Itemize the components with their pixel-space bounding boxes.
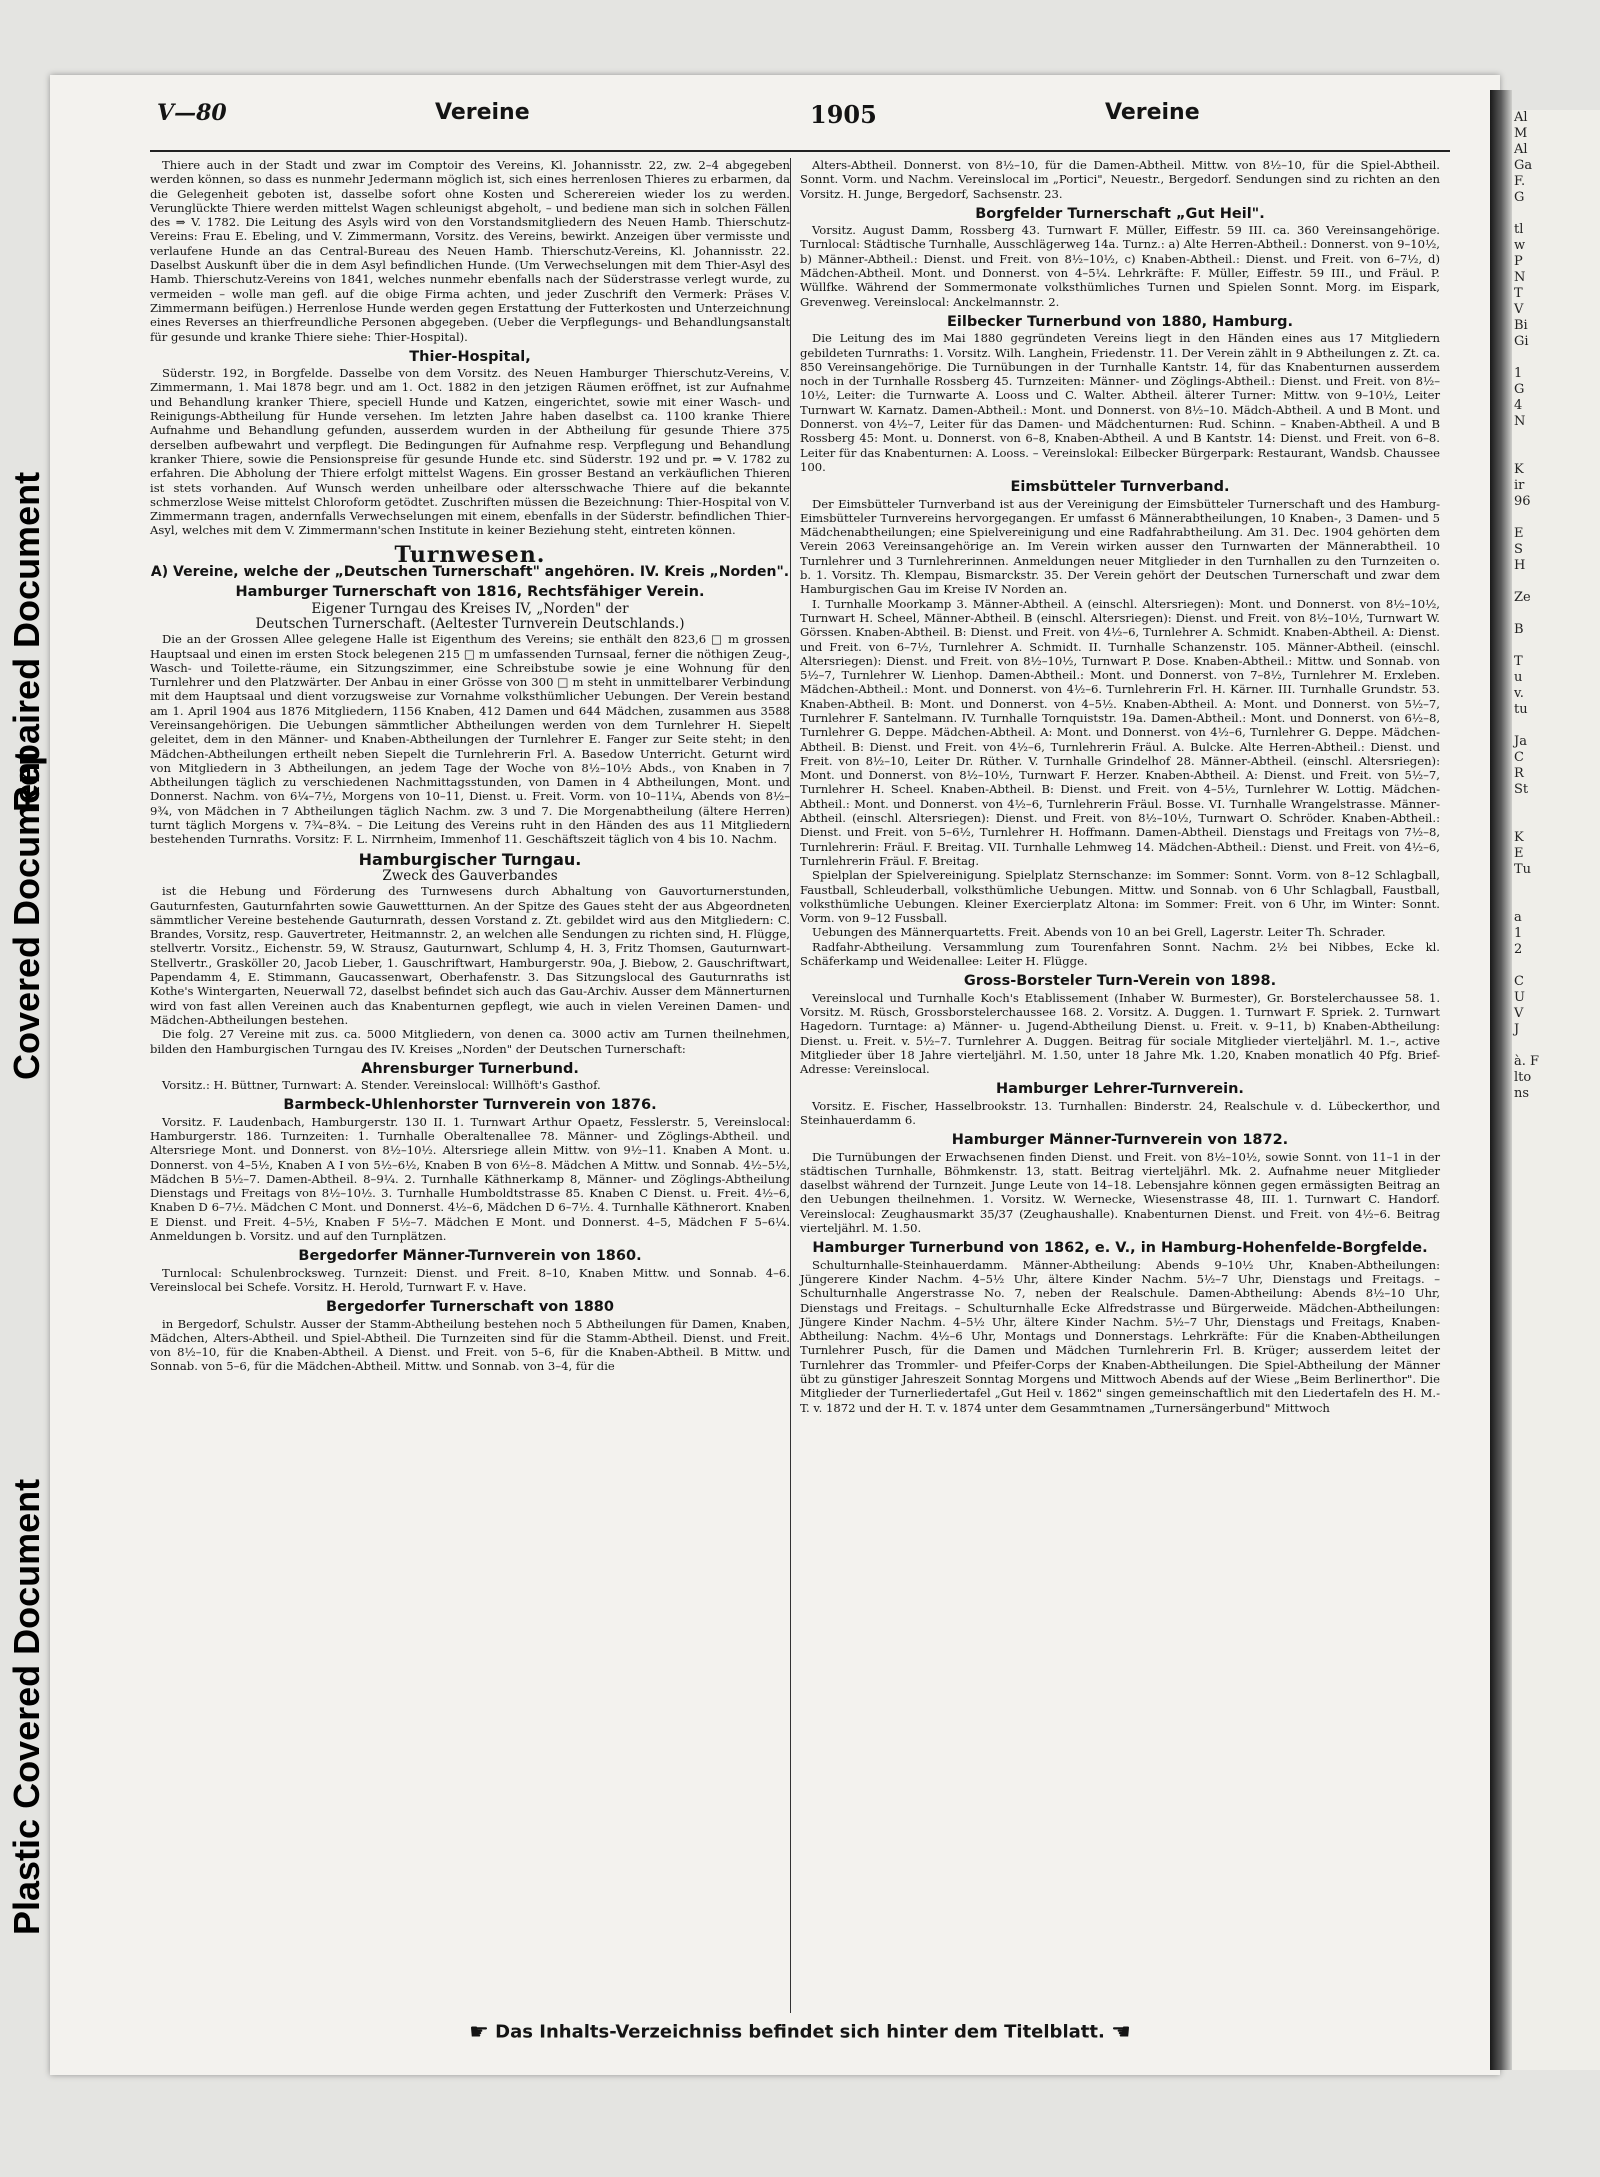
gross-borsteler-heading: Gross-Borsteler Turn-Verein von 1898. bbox=[963, 973, 1277, 990]
next-page-fragment bbox=[1512, 878, 1600, 894]
tb1862-heading: Hamburger Turnerbund von 1862, e. V., in Hamburg-Hohenfelde-Borgfelde. bbox=[812, 1240, 1428, 1257]
header-title-right: Vereine bbox=[1105, 100, 1200, 125]
next-page-fragment: u bbox=[1514, 670, 1523, 685]
next-page-fragment bbox=[1512, 718, 1600, 734]
next-page-fragment: Gi bbox=[1514, 334, 1529, 349]
next-page-fragment: G bbox=[1514, 382, 1525, 397]
eimsbuettel-radfahr: Radfahr-Abtheilung. Versammlung zum Tourenfahren Sonnt. Nachm. 2½ bei Nibbes, Ecke kl. Schäferkamp und Weidenallee: Leiter H. Flügge. bbox=[800, 939, 1440, 969]
next-page-fragment: lto bbox=[1514, 1070, 1532, 1085]
next-page-fragment bbox=[1512, 814, 1600, 830]
next-page-fragment: S bbox=[1514, 542, 1523, 557]
next-page-fragment: Al bbox=[1514, 142, 1528, 157]
next-page-fragment: 1 bbox=[1514, 926, 1523, 941]
next-page-fragment: tl bbox=[1514, 222, 1524, 237]
next-page-fragment bbox=[1512, 606, 1600, 622]
next-page-fragment: R bbox=[1514, 766, 1524, 781]
next-page-fragment: F. bbox=[1514, 174, 1526, 189]
hts1816-subtitle-2: Deutschen Turnerschaft. (Aeltester Turnverein Deutschlands.) bbox=[255, 615, 685, 632]
next-page-fragment: ir bbox=[1514, 478, 1525, 493]
next-page-fragment: St bbox=[1514, 782, 1529, 797]
next-page-fragment: N bbox=[1514, 414, 1526, 429]
next-page-fragment: Ze bbox=[1514, 590, 1531, 605]
barmbeck-heading: Barmbeck-Uhlenhorster Turnverein von 1876. bbox=[283, 1097, 657, 1114]
asylum-intro: Thiere auch in der Stadt und zwar im Comptoir des Vereins, Kl. Johannisstr. 22, zw. 2–4 abgegeben werden können, so dass es nunmehr Jedermann möglich ist, sich eines herrenlosen Thieres zu erbarmen, da die Gelegenheit geboten ist, dasselbe sofort ohne Kosten und Scherereien wieder los zu werden. Verunglückte Thiere werden mittelst Wagen schleunigst abgeholt, – und bediene man sich in solchen Fällen des ⇒ V. 1782. Die Leitung des Asyls wird von den Vorstandsmitgliedern des Neuen Hamb. Thierschutz-Vereins: Frau E. Ebeling, und V. Zimmermann, Vorsitz. des Vereins, bewirkt. Anzeigen über vermisste und verlaufene Hunde an das Central-Bureau des Neuen Hamb. Thierschutz-Vereins, Kl. Johannisstr. 22. Daselbst Auskunft über die in dem Asyl befindlichen Hunde. (Um Verwechselungen mit dem Thier-Asyl des Hamb. Thierschutz-Vereins von 1841, welches nunmehr ebenfalls nach der Süderstrasse verlegt wurde, zu vermeiden – wolle man gefl. auf die obige Firma achten, und jeder Zuschrift den Vermerk: Präses V. Zimmermann beifügen.) Herrenlose Hunde werden gegen Erstattung der Futterkosten und Unterzeichnung eines Reverses an thierfreundliche Personen abgegeben. (Ueber die Verpflegungs- und Behandlungsanstalt für gesunde und kranke Thiere siehe: Thier-Hospital). bbox=[150, 158, 790, 344]
next-page-fragment: E bbox=[1514, 526, 1524, 541]
column-divider bbox=[790, 158, 791, 2013]
eimsbuettel-heading: Eimsbütteler Turnverband. bbox=[1010, 479, 1230, 496]
next-page-fragment bbox=[1512, 430, 1600, 446]
next-page-fragment bbox=[1512, 510, 1600, 526]
next-page-fragment bbox=[1512, 894, 1600, 910]
lehrer-heading: Hamburger Lehrer-Turnverein. bbox=[996, 1081, 1244, 1098]
bergedorf-ts-continued: Alters-Abtheil. Donnerst. von 8½–10, für die Damen-Abtheil. Mittw. von 8½–10, für die Spiel-Abtheil. Sonnt. Vorm. und Nachm. Vereinslocal im „Portici", Neuestr., Bergedorf. Sendungen sind zu richten an den Vorsitz. H. Junge, Bergedorf, Sachsenstr. 23. bbox=[800, 158, 1440, 201]
thier-hospital-heading: Thier-Hospital, bbox=[409, 348, 531, 365]
next-page-fragment bbox=[1512, 350, 1600, 366]
next-page-fragment: 4 bbox=[1514, 398, 1523, 413]
ahrensburger-heading: Ahrensburger Turnerbund. bbox=[361, 1060, 579, 1077]
next-page-fragment: N bbox=[1514, 270, 1526, 285]
turngau-text-2: Die folg. 27 Vereine mit zus. ca. 5000 Mitgliedern, von denen ca. 3000 activ am Turnen theilnehmen, bilden den Hamburgischen Turngau des IV. Kreises „Norden" der Deutschen Turnerschaft: bbox=[150, 1027, 790, 1056]
next-page-fragment: V bbox=[1514, 302, 1524, 317]
next-page-fragment: Ja bbox=[1514, 734, 1527, 749]
turngau-subtitle: Zweck des Gauverbandes bbox=[382, 867, 558, 884]
next-page-fragment: K bbox=[1514, 462, 1524, 477]
section-a-heading: A) Vereine, welche der „Deutschen Turnerschaft" angehören. IV. Kreis „Norden". bbox=[150, 564, 790, 581]
hts1816-subtitle-1: Eigener Turngau des Kreises IV, „Norden" der bbox=[311, 600, 629, 617]
tb1862-text: Schulturnhalle-Steinhauerdamm. Männer-Abtheilung: Abends 9–10½ Uhr, Knaben-Abtheilungen: Jüngerere Kinder Nachm. 4–5½ Uhr, ältere Kinder Nachm. 5½–7 Uhr, Dienstags und Freitags. – Schulturnhalle Angerstrasse No. 7, neben der Realschule. Damen-Abtheilung: Abends 8½–10 Uhr, Dienstags und Freitags. – Schulturnhalle Ecke Alfredstrasse und Bürgerweide. Mädchen-Abtheilungen: Jüngere Kinder Nachm. 4–5½ Uhr, ältere Kinder Nachm. 5½–7 Uhr, Dienstags und Freitags, Knaben-Abtheilung: Nachm. 4½–6 Uhr, Montags und Donnerstags. Lehrkräfte: Für die Knaben-Abtheilungen Turnlehrer Pusch, für die Damen und Mädchen Turnlehrerin Frl. B. Krüger; ausserdem leitet der Turnlehrer das Trommler- und Pfeifer-Corps der Knaben-Abtheilungen. Die Spiel-Abtheilung der Männer übt zu günstiger Jahreszeit Sonntag Morgens und Mittwoch Abends auf der Wiese „Beim Berlinerthor". Die Mitglieder der Turnerliedertafel „Gut Heil v. 1862" singen gemeinschaftlich mit den Liedertafeln des H. M.-T. v. 1872 und der H. T. v. 1874 unter dem Gesammtnamen „Turnersängerbund" Mittwoch bbox=[800, 1257, 1440, 1415]
next-page-fragment: v. bbox=[1514, 686, 1524, 701]
next-page-fragment: H bbox=[1514, 558, 1526, 573]
next-page-fragment: K bbox=[1514, 830, 1524, 845]
pointing-hand-left-icon: ☚ bbox=[1111, 2020, 1131, 2045]
next-page-fragment: 1 bbox=[1514, 366, 1523, 381]
next-page-fragment: V bbox=[1514, 1006, 1524, 1021]
next-page-fragment: tu bbox=[1514, 702, 1528, 717]
page-binding bbox=[1490, 90, 1512, 2070]
next-page-fragment: 2 bbox=[1514, 942, 1523, 957]
next-page-fragment: Bi bbox=[1514, 318, 1528, 333]
next-page-fragment: w bbox=[1514, 238, 1526, 253]
eimsbuettel-text: Der Eimsbütteler Turnverband ist aus der Vereinigung der Eimsbütteler Turnerschaft und des Hamburg-Eimsbütteler Turnvereins hervorgegangen. Er umfasst 6 Männerabtheilungen, 10 Knaben-, 3 Damen- und 5 Mädchenabtheilungen; eine Spielvereinigung und eine Radfahrabtheilung. Am 31. Dec. 1904 gehörten dem Verein 2063 Vereinsangehörige an. Im Verein wirken ausser den Turnwarten der Männerabtheil. 10 Turnlehrer und 3 Turnlehrerinnen. Anmeldungen neuer Mitglieder in den Turnhallen zu den Turnzeiten o. b. 1. Vorsitz. Th. Klempau, Bismarckstr. 35. Der Verein gehört der Deutschen Turnerschaft und zwar dem Hamburgischen Gau im Kreise IV Norden an. bbox=[800, 496, 1440, 597]
next-page-fragment: 96 bbox=[1514, 494, 1531, 509]
next-page-fragment bbox=[1512, 574, 1600, 590]
bergedorf-ts-text: in Bergedorf, Schulstr. Ausser der Stamm-Abtheilung bestehen noch 5 Abtheilungen für Damen, Knaben, Mädchen, Alters-Abtheil. und Spiel-Abtheil. Die Turnzeiten sind für die Stamm-Abtheil. Dienst. und Freit. von 8½–10, für die Knaben-Abtheil. A Dienst. und Freit. von 5–6, für die Knaben-Abtheil. B Mittw. und Sonnab. von 5–6, für die Mädchen-Abtheil. Mittw. und Sonnab. von 3–4, für die bbox=[150, 1316, 790, 1374]
next-page-fragment: J bbox=[1514, 1022, 1520, 1037]
hts1816-text: Die an der Grossen Allee gelegene Halle ist Eigenthum des Vereins; sie enthält den 823,6 □ m grossen Hauptsaal und einen im ersten Stock belegenen 215 □ m umfassenden Turnsaal, ferner die nöthigen Zeug-, Wasch- und Toilette-räume, ein Sitzungszimmer, eine Schreibstube sowie je eine Wohnung für den Turnlehrer und den Platzwärter. Der Anbau in einer Grösse von 300 □ m steht in unmittelbarer Verbindung mit dem Hauptsaal und dient vorzugsweise zur Vornahme volksthümlicher Uebungen. Der Verein bestand am 1. April 1904 aus 1876 Mitgliedern, 1156 Knaben, 412 Damen und 644 Mädchen, zusammen aus 3588 Vereinsangehörigen. Die Uebungen sämmtlicher Abtheilungen werden von dem Turnlehrer H. Siepelt geleitet, dem in den Männer- und Knaben-Abtheilungen der Turnlehrer E. Fanger zur Seite steht; in den Mädchen-Abtheilungen ertheilt neben Siepelt die Turnlehrerin Frl. A. Basedow Unterricht. Geturnt wird von Mitgliedern in 3 Abtheilungen, an jedem Tage der Woche von 8½–10½ Abds., von Knaben in 7 Abtheilungen täglich zu verschiedenen Nachmittagsstunden, von Damen in 4 Abtheilungen, Mont. und Donnerst. Nachm. von 6¼–7½, Morgens von 10–11, Dienst. u. Freit. Vorm. von 10–11¼, Abends von 8½–9¾, von Mädchen in 7 Abtheilungen täglich Nachm. zw. 3 und 7. Die Morgenabtheilung (ältere Herren) turnt täglich Morgens v. 7¾–8¾. – Die Leitung des Vereins ruht in den Händen des aus 11 Mitgliedern bestehenden Turnraths. Vorsitz: F. L. Nirrnheim, Immenhof 11. Geschäftszeit täglich von 4 bis 10. Nachm. bbox=[150, 632, 790, 847]
turngau-heading: Hamburgischer Turngau. bbox=[358, 849, 582, 869]
bergedorf-maenner-text: Turnlocal: Schulenbrocksweg. Turnzeit: Dienst. und Freit. 8–10, Knaben Mittw. und Sonnab. 4–6. Vereinslocal bei Schefe. Vorsitz. H. Herold, Turnwart F. v. Have. bbox=[150, 1265, 790, 1294]
header-year: 1905 bbox=[810, 100, 877, 129]
eimsbuettel-quartett: Uebungen des Männerquartetts. Freit. Abends von 10 an bei Grell, Lagerstr. Leiter Th. Schrader. bbox=[812, 925, 1386, 940]
bergedorf-ts-heading: Bergedorfer Turnerschaft von 1880 bbox=[326, 1299, 614, 1316]
header-title-left: Vereine bbox=[435, 100, 530, 125]
next-page-fragment: T bbox=[1514, 654, 1523, 669]
next-page-edge bbox=[1512, 110, 1600, 2070]
thier-hospital-text: Süderstr. 192, in Borgfelde. Dasselbe von dem Vorsitz. des Neuen Hamburger Thierschutz-Vereins, V. Zimmermann, 1. Mai 1878 begr. und am 1. Oct. 1882 in den jetzigen Räumen eröffnet, ist zur Aufnahme und Behandlung kranker Thiere, speciell Hunde und Katzen, eingerichtet, sowie mit einer Wasch- und Reinigungs-Abtheilung für Hunde versehen. Im letzten Jahre haben daselbst ca. 1100 kranke Thiere Aufnahme und Behandlung gefunden, ausserdem wurden in der Abtheilung für gesunde Thiere 375 derselben aufbewahrt und verpflegt. Die Bedingungen für Aufnahme resp. Verpflegung und Behandlung kranker Thiere, sowie die Pensionspreise für gesunde Hunde etc. sind Süderstr. 192 und pr. ⇒ V. 1782 zu erfahren. Die Abholung der Thiere erfolgt mittelst Wagens. Ein grosser Bestand an verkäuflichen Thieren ist stets vorhanden. Auf Wunsch werden unheilbare oder altersschwache Thiere auf die bekannte schmerzlose Weise mittelst Chloroform getödtet. Zuschriften müssen die Bezeichnung: Thier-Hospital von V. Zimmermann tragen, andernfalls Verwechselungen mit einem, ebenfalls in der Süderstr. befindlichen Thier-Asyl, welches mit dem V. Zimmermann'schen Institute in keiner Beziehung steht, eintreten können. bbox=[150, 366, 790, 538]
ahrensburger-text: Vorsitz.: H. Büttner, Turnwart: A. Stender. Vereinslocal: Willhöft's Gasthof. bbox=[162, 1078, 601, 1093]
barmbeck-text: Vorsitz. F. Laudenbach, Hamburgerstr. 130 II. 1. Turnwart Arthur Opaetz, Fesslerstr. 5, Vereinslocal: Hamburgerstr. 186. Turnzeiten: 1. Turnhalle Oberaltenallee 78. Männer- und Zöglings-Abtheil. und Altersriege Mont. und Donnerst. von 8½–10½. Altersriege allein Mittw. von 9½–11. Knaben A Mont. u. Donnerst. von 4–5½, Knaben A I von 5½–6½, Knaben B von 6½–8. Mädchen A Mittw. und Sonnab. 4½–5½, Mädchen B 5½–7. Damen-Abtheil. 8–9¼. 2. Turnhalle Käthnerkamp 8, Männer- und Zöglings-Abtheilung Dienstags und Freitags von 8½–10½. 3. Turnhalle Humboldtstrasse 85. Knaben C Dienst. u. Freit. 4½–6, Knaben D 6–7½. Mädchen C Mont. und Donnerst. 4½–6, Mädchen D 6–7½. 4. Turnhalle Käthnerort. Knaben E Dienst. und Freit. 4–5½, Knaben F 5½–7. Mädchen E Mont. und Donnerst. 4–5, Mädchen F 5–6¼. Anmeldungen b. Vorsitz. und auf den Turnplätzen. bbox=[150, 1114, 790, 1244]
gross-borsteler-text: Vereinslocal und Turnhalle Koch's Etablissement (Inhaber W. Burmester), Gr. Borstelerchaussee 58. 1. Vorsitz. M. Rüsch, Grossborstelerchaussee 168. 2. Vorsitz. A. Duggen. 1. Turnwart F. Spriek. 2. Turnwart Hagedorn. Turntage: a) Männer- u. Jugend-Abtheilung Dienst. u. Freit. v. 9–11, b) Knaben-Abtheilung: Dienst. u. Freit. v. 5½–7. Turnlehrer A. Duggen. Beitrag für sociale Mitglieder vierteljährl. M. 1.–, active Mitglieder über 18 Jahre vierteljährl. M. 1.50, unter 18 Jahre Mk. 1.20, Knaben monatlich 40 Pfg. Brief-Adresse: Vereinslocal. bbox=[800, 990, 1440, 1077]
page-header bbox=[105, 100, 1455, 140]
next-page-fragment bbox=[1512, 446, 1600, 462]
borgfelder-text: Vorsitz. August Damm, Rossberg 43. Turnwart F. Müller, Eiffestr. 59 III. ca. 360 Vereinsangehörige. Turnlocal: Städtische Turnhalle, Ausschlägerweg 14a. Turnz.: a) Alte Herren-Abtheil.: Donnerst. von 9–10½, b) Männer-Abtheil.: Dienst. und Freit. von 8½–10½, c) Knaben-Abtheil.: Dienst. und Freit. von 6–7½, d) Mädchen-Abtheil. Mont. und Donnerst. von 4–5¼. Lehrkräfte: F. Müller, Eiffestr. 59 III., und Fräul. P. Wüllfke. Während der Sommermonate volksthümliches Turnen und Spielen Sonnt. Morg. im Eispark, Grevenweg. Vereinslocal: Anckelmannstr. 2. bbox=[800, 223, 1440, 309]
next-page-fragment: à. F bbox=[1514, 1054, 1540, 1069]
plastic-covered-document-label bbox=[6, 1825, 48, 1935]
next-page-fragment: ns bbox=[1514, 1086, 1530, 1101]
next-page-fragment: B bbox=[1514, 622, 1524, 637]
next-page-fragment: T bbox=[1514, 286, 1523, 301]
hts1816-heading: Hamburger Turnerschaft von 1816, Rechtsfähiger Verein. bbox=[235, 584, 705, 601]
lehrer-text: Vorsitz. E. Fischer, Hasselbrookstr. 13. Turnhallen: Binderstr. 24, Realschule v. d. Lübeckerthor, und Steinhauerdamm 6. bbox=[800, 1098, 1440, 1127]
next-page-fragment: G bbox=[1514, 190, 1525, 205]
eilbecker-text: Die Leitung des im Mai 1880 gegründeten Vereins liegt in den Händen eines aus 17 Mitgliedern gebildeten Turnraths: 1. Vorsitz. Wilh. Langhein, Friedenstr. 11. Der Verein zählt in 9 Abtheilungen z. Zt. ca. 850 Vereinsangehörige. Die Turnübungen in der Turnhalle Kantstr. 14, für das Knabenturnen ausserdem noch in der Turnhalle Rossberg 45. Turnzeiten: Männer- und Zöglings-Abtheil.: Dienst. und Freit. von 8½–10½, Leiter: die Turnwarte A. Looss und C. Walter. Abtheil. älterer Turner: Mittw. von 9–10½, Leiter Turnwart W. Karnatz. Damen-Abtheil.: Mont. und Donnerst. von 8½–10. Mädch-Abtheil. A und B Mont. und Donnerst. von 4½–7, Leiter für das Damen- und Mädchenturnen: Rud. Schinn. – Knaben-Abtheil. A und B Rossberg 45: Mont. u. Donnerst. von 6–8, Knaben-Abtheil. A und B Kantstr. 14: Dienst. und Freit. von 6–8. Leiter für das Knabenturnen: A. Looss. – Vereinslokal: Eilbecker Bürgerpark: Restaurant, Wandsb. Chaussee 100. bbox=[800, 331, 1440, 474]
borgfelder-heading: Borgfelder Turnerschaft „Gut Heil". bbox=[975, 205, 1265, 222]
next-page-fragment: P bbox=[1514, 254, 1523, 269]
next-page-fragment: U bbox=[1514, 990, 1525, 1005]
right-column bbox=[800, 158, 1440, 1415]
pointing-hand-right-icon: ☛ bbox=[469, 2020, 489, 2045]
eimsbuettel-halls: I. Turnhalle Moorkamp 3. Männer-Abtheil. A (einschl. Altersriegen): Mont. und Donnerst. von 8½–10½, Turnwart H. Scheel, Männer-Abtheil. B (einschl. Altersriegen): Dienst. und Freit. von 8½–10½, Turnwart W. Görssen. Knaben-Abtheil. B: Dienst. und Freit. von 4½–6, Turnlehrer A. Schmidt. Knaben-Abtheil. A: Dienst. und Freit. von 6–7½, Turnlehrer A. Schmidt. II. Turnhalle Schanzenstr. 105. Männer-Abtheil. (einschl. Altersriegen): Dienst. und Freit. von 8½–10½, Turnwart P. Dose. Knaben-Abtheil.: Mittw. und Sonnab. von 5½–7, Turnlehrer W. Lienhop. Damen-Abtheil.: Mont. und Donnerst. von 7–8½, Turnlehrer M. Erxleben. Mädchen-Abtheil.: Mont. und Donnerst. von 4½–6. Turnlehrerin Frl. H. Kärner. III. Turnhalle Grundstr. 53. Knaben-Abtheil. B: Mont. und Donnerst. von 4–5½. Knaben-Abtheil. A: Mont. und Donnerst. von 5½–7, Turnlehrer F. Santelmann. IV. Turnhalle Tornquiststr. 19a. Damen-Abtheil.: Mont. und Donnerst. von 6½–8, Turnlehrer G. Deppe. Mädchen-Abtheil. A: Mont. und Donnerst. von 4½–6, Turnlehrer G. Deppe. Mädchen-Abtheil. B: Dienst. und Freit. von 4½–6, Turnlehrerin Fräul. A. Bulcke. Alte Herren-Abtheil.: Dienst. und Freit. von 8½–10, Leiter Dr. Rüther. V. Turnhalle Grindelhof 28. Männer-Abtheil. (einschl. Altersriegen): Mont. und Donnerst. von 8½–10½, Turnwart F. Herzer. Knaben-Abtheil. A: Dienst. und Freit. von 5½–7, Turnlehrer H. Scheel. Knaben-Abtheil. B: Dienst. und Freit. von 4–5½, Turnlehrer W. Lottig. Mädchen-Abtheil.: Mont. und Donnerst. von 4½–6, Turnlehrerin Fräul. Bosse. VI. Turnhalle Wrangelstrasse. Männer-Abtheil. (einschl. Altersriegen): Dienst. und Freit. von 8½–10½, Turnwart O. Schröder. Knaben-Abtheil.: Dienst. und Freit. von 5–6½, Turnlehrer H. Hoffmann. Damen-Abtheil. Dienstags und Freitags von 7½–8, Turnlehrerin: Fräul. F. Breitag. VII. Turnhalle Lehmweg 14. Mädchen-Abtheil.: Dienst. und Freit. von 4½–6, Turnlehrerin Fräul. F. Breitag. bbox=[800, 596, 1440, 868]
next-page-fragment: M bbox=[1514, 126, 1528, 141]
maenner1872-text: Die Turnübungen der Erwachsenen finden Dienst. und Freit. von 8½–10½, sowie Sonnt. von 11–1 in der städtischen Turnhalle, Böhmkenstr. 13, statt. Beitrag vierteljährl. Mk. 2. Aufnahme neuer Mitglieder daselbst während der Turnzeit. Junge Leute von 14–18. Lebensjahre können gegen ermässigten Beitrag an den Uebungen theilnehmen. 1. Vorsitz. W. Wernecke, Wiesenstrasse 48, III. 1. Turnwart C. Handorf. Vereinslocal: Zeughausmarkt 35/37 (Zeughaushalle). Knabenturnen Dienst. und Freit. von 4½–6. Beitrag vierteljährl. M. 1.50. bbox=[800, 1149, 1440, 1236]
next-page-fragment: Al bbox=[1514, 110, 1528, 125]
next-page-fragment bbox=[1512, 1038, 1600, 1054]
turnwesen-heading: Turnwesen. bbox=[394, 541, 546, 568]
next-page-fragment: C bbox=[1514, 974, 1524, 989]
turngau-text: ist die Hebung und Förderung des Turnwesens durch Abhaltung von Gauvorturnerstunden, Gauturnfesten, Gauturnfahrten sowie Gauwettturnen. An der Spitze des Gaues steht der aus Abgeordneten sämmtlicher Vereine bestehende Gauturnrath, dessen Vorstand z. Zt. gebildet wird aus den Mitgliedern: C. Brandes, Vorsitz, resp. Gauvertreter, Heitmannstr. 2, an welchen alle Sendungen zu richten sind, H. Flügge, stellvertr. Vorsitz., Eichenstr. 59, W. Strausz, Gauturnwart, Schlump 4, H. 3, Fritz Thomsen, Gauturnwart-Stellvertr., Grasköller 20, Jacob Lieber, 1. Gauschriftwart, Hamburgerstr. 90a, J. Biebow, 2. Gauschriftwart, Papendamm 4, E. Stimmann, Gaucassenwart, Oberhafenstr. 3. Das Sitzungslocal des Gauturnraths ist Kothe's Wintergarten, Neuerwall 72, daselbst befindet sich auch das Gau-Archiv. Ausser dem Männerturnen wird von fast allen Vereinen auch das Knabenturnen gepflegt, wie auch in vielen Vereinen Damen- und Mädchen-Abtheilungen bestehen. bbox=[150, 884, 790, 1027]
next-page-fragment: Tu bbox=[1514, 862, 1532, 877]
next-page-fragment: Ga bbox=[1514, 158, 1533, 173]
next-page-fragment: E bbox=[1514, 846, 1524, 861]
header-rule bbox=[150, 150, 1450, 152]
next-page-fragment: a bbox=[1514, 910, 1522, 925]
page-number: V—80 bbox=[157, 100, 227, 126]
page-footer bbox=[150, 2020, 1450, 2045]
eimsbuettel-spielplan: Spielplan der Spielvereinigung. Spielplatz Sternschanze: im Sommer: Sonnt. Vorm. von 8–12 Schlagball, Faustball, Schleuderball, volksthümliche Uebungen. Mittw. und Sonnab. von 6 Uhr Schlagball, Faustball, volksthümliche Uebungen. Kleiner Exercierplatz Altona: im Sommer: Freit. von 6 Uhr, im Winter: Sonnt. Vorm. von 9–12 Fussball. bbox=[800, 868, 1440, 926]
footer-text: Das Inhalts-Verzeichniss befindet sich hinter dem Titelblatt. bbox=[495, 2021, 1105, 2043]
next-page-fragment bbox=[1512, 958, 1600, 974]
bergedorf-maenner-heading: Bergedorfer Männer-Turnverein von 1860. bbox=[298, 1248, 642, 1265]
left-column bbox=[150, 158, 790, 1374]
maenner1872-heading: Hamburger Männer-Turnverein von 1872. bbox=[951, 1132, 1289, 1149]
covered-document-label bbox=[6, 970, 48, 1080]
next-page-fragment bbox=[1512, 638, 1600, 654]
next-page-fragment bbox=[1512, 798, 1600, 814]
next-page-fragment bbox=[1512, 206, 1600, 222]
next-page-fragment: C bbox=[1514, 750, 1524, 765]
eilbecker-heading: Eilbecker Turnerbund von 1880, Hamburg. bbox=[947, 313, 1293, 330]
